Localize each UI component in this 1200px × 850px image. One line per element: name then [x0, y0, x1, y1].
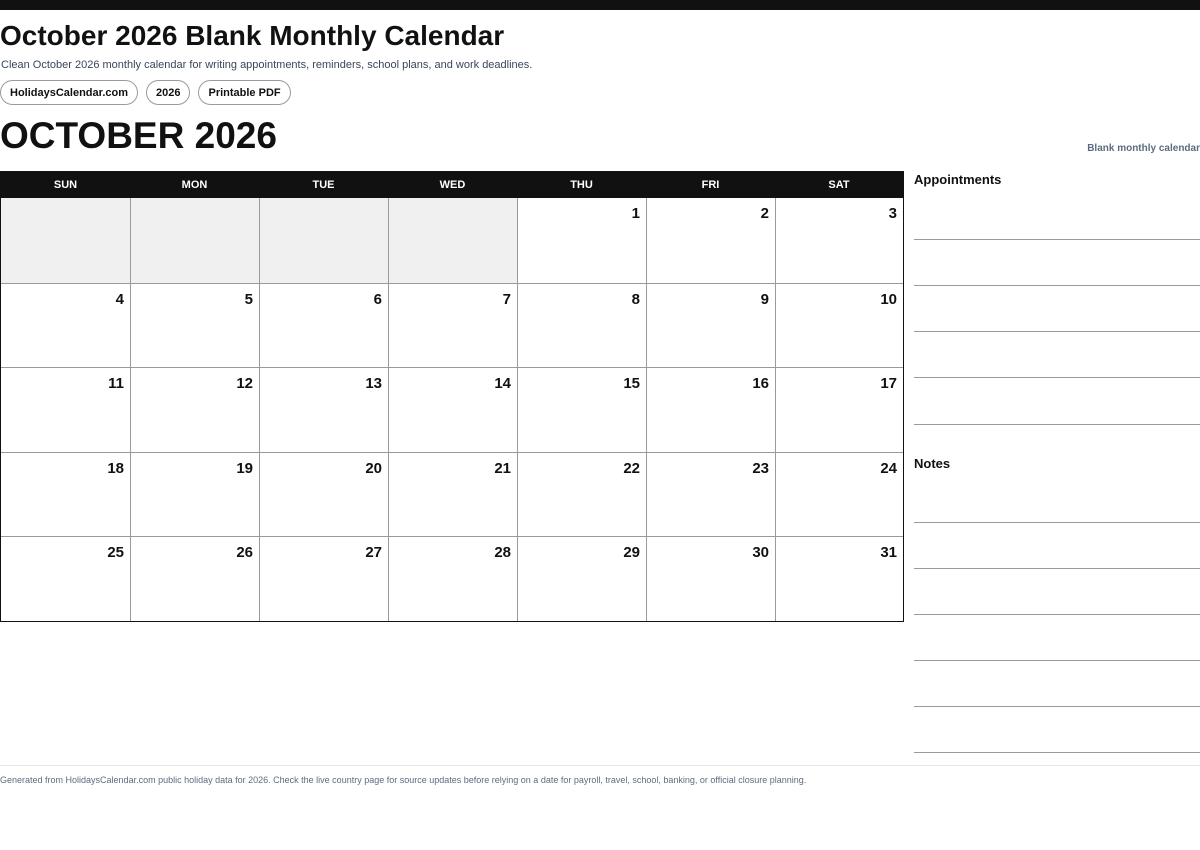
weekday-fri: FRI — [701, 179, 720, 191]
day-number: 11 — [108, 375, 124, 393]
day-number: 27 — [365, 544, 382, 562]
day-number: 5 — [244, 290, 253, 308]
day-number: 1 — [631, 205, 640, 222]
day-number: 7 — [502, 290, 511, 308]
day-cell — [130, 453, 259, 537]
calendar-week — [1, 198, 903, 283]
day-number: 21 — [494, 459, 511, 477]
appointment-line — [914, 424, 1200, 425]
footer-note: Generated from HolidaysCalendar.com public holiday data for 2026. Check the live country page for source updates before relying on a date for payroll, travel, school, banking, or official closure planning. — [0, 775, 807, 785]
day-number: 3 — [888, 205, 897, 222]
day-cell — [130, 368, 259, 452]
day-number: 15 — [623, 375, 640, 393]
page-title: October 2026 Blank Monthly Calendar — [0, 20, 505, 51]
day-number: 30 — [752, 544, 769, 562]
appointment-line — [914, 285, 1200, 286]
weekday-mon: MON — [181, 179, 208, 191]
empty-day-cell — [130, 198, 259, 283]
day-cell — [130, 537, 259, 621]
empty-day-cell — [388, 198, 517, 283]
day-cell — [646, 284, 775, 368]
note-line — [914, 660, 1200, 661]
day-cell — [775, 453, 903, 537]
pill-year-link[interactable]: 2026 — [146, 80, 190, 105]
day-number: 9 — [760, 290, 769, 308]
day-number: 6 — [373, 290, 382, 308]
note-line — [914, 752, 1200, 753]
weekday-sat: SAT — [828, 179, 850, 191]
day-number: 28 — [494, 544, 511, 562]
day-cell — [259, 368, 388, 452]
day-number: 17 — [880, 375, 897, 393]
day-number: 8 — [631, 290, 640, 308]
day-number: 4 — [115, 290, 124, 308]
day-number: 29 — [623, 544, 640, 562]
day-cell — [388, 284, 517, 368]
calendar-week — [1, 283, 903, 368]
day-number: 13 — [365, 375, 382, 393]
day-cell — [517, 453, 646, 537]
weekday-tue: TUE — [312, 179, 335, 191]
day-cell — [388, 453, 517, 537]
day-number: 16 — [752, 375, 769, 393]
day-cell — [646, 537, 775, 621]
day-number: 12 — [236, 375, 253, 393]
top-bar — [0, 0, 1200, 10]
weekday-thu: THU — [570, 179, 593, 191]
page-subtitle: Clean October 2026 monthly calendar for writing appointments, reminders, school plans, and work deadlines. — [1, 59, 533, 71]
day-number: 19 — [236, 459, 253, 477]
day-cell — [1, 453, 130, 537]
day-cell — [1, 284, 130, 368]
day-cell — [646, 198, 775, 283]
day-cell — [1, 368, 130, 452]
day-cell — [259, 453, 388, 537]
empty-day-cell — [1, 198, 130, 283]
pill-holidayscalendar-link[interactable]: HolidaysCalendar.com — [0, 80, 138, 105]
day-number: 14 — [494, 375, 511, 393]
calendar-week — [1, 367, 903, 452]
pill-links — [0, 80, 291, 105]
empty-day-cell — [259, 198, 388, 283]
footer-divider — [0, 765, 1200, 766]
day-cell — [1, 537, 130, 621]
note-line — [914, 568, 1200, 569]
day-number: 2 — [760, 205, 769, 222]
day-number: 20 — [365, 459, 382, 477]
day-number: 23 — [752, 459, 769, 477]
calendar-weeks — [1, 198, 903, 621]
day-cell — [517, 368, 646, 452]
weekday-sun: SUN — [53, 179, 78, 191]
calendar-week — [1, 536, 903, 621]
day-cell — [388, 537, 517, 621]
calendar-tagline: Blank monthly calendar — [1087, 143, 1200, 154]
note-line — [914, 706, 1200, 707]
notes-title: Notes — [914, 456, 951, 471]
day-number: 10 — [880, 290, 897, 308]
day-number: 26 — [236, 544, 253, 562]
day-number: 31 — [880, 544, 897, 562]
day-cell — [259, 284, 388, 368]
day-number: 18 — [107, 459, 124, 477]
appointment-line — [914, 239, 1200, 240]
pill-printable-pdf-link[interactable]: Printable PDF — [198, 80, 290, 105]
day-number: 24 — [880, 459, 897, 477]
weekday-header — [1, 172, 903, 198]
day-cell — [775, 368, 903, 452]
appointment-line — [914, 331, 1200, 332]
calendar-week — [1, 452, 903, 537]
month-heading: OCTOBER 2026 — [0, 115, 277, 156]
note-line — [914, 614, 1200, 615]
day-cell — [646, 368, 775, 452]
month-calendar — [0, 171, 904, 622]
day-cell — [259, 537, 388, 621]
note-line — [914, 522, 1200, 523]
weekday-wed: WED — [439, 179, 466, 191]
day-cell — [130, 284, 259, 368]
day-number: 25 — [107, 544, 124, 562]
notes-panel — [914, 456, 1200, 472]
appointments-panel — [914, 172, 1200, 188]
day-cell — [517, 537, 646, 621]
day-cell — [646, 453, 775, 537]
day-cell — [775, 198, 903, 283]
day-cell — [388, 368, 517, 452]
day-cell — [517, 284, 646, 368]
day-cell — [775, 284, 903, 368]
day-cell — [517, 198, 646, 283]
day-cell — [775, 537, 903, 621]
appointment-line — [914, 377, 1200, 378]
appointments-title: Appointments — [914, 172, 1002, 187]
day-number: 22 — [623, 459, 640, 477]
